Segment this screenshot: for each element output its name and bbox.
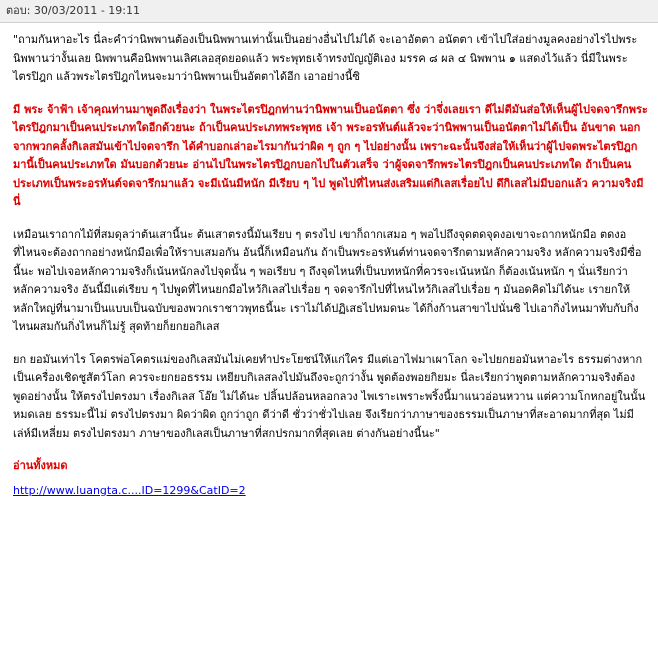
paragraph-conclusion: ยก ยอมันเท่าไร โคตรพ่อโคตรแม่ของกิเลสมันไม่เคยทำประโยชน์ให้แก่ใคร มีแต่เอาไฟมาเผาโลก จะไปยกยอมันหาอะไร ธรรมต่างหากเป็นเครื่องเชิดชูสัตว์โลก ควรจะยกยอธรรม เหยียบกิเลสลงไปมันถึงจะถูกว่างั้น พูดต้องพอยกิยมะ นี่ละเรียกว่าพูดตามหลักความจริงต้องพูดอย่างนั้น ให้ตรงไปตรงมา เรื่องกิเลส โอ๊ย ไม่ได้นะ ปลิ้นปล้อนหลอกลวง ไพเราะเพราะพริ้งนี้มาแนวอ่อนหวาน แต่ความโกหกอยู่ในนั้นหมดเลย ธรรมะนี้ไม่ ตรงไปตรงมา ผิดว่าผิด ถูกว่าถูก ดีว่าดี ชั่วว่าชั่วไปเลย จึงเรียกว่าภาษาของธรรมเป็นภาษาที่สะอาดมากที่สุด ไม่มีเล่ห์มีเหลี่ยม ตรงไปตรงมา ภาษาของกิเลสเป็นภาษาที่สกปรกมากที่สุดเลย ต่างกันอย่างนี้นะ" — [13, 352, 646, 440]
post-content — [0, 23, 658, 500]
paragraph-intro: "ถามกันหาอะไร นี่ละคำว่านิพพานต้องเป็นนิพพานเท่านั้นเป็นอย่างอื่นไปไม่ได้ จะเอาอัตตา อนัตตา เข้าไปใส่อย่างมูลคงอย่างไรไปพระนิพพานว่างั้นเลย นิพพานคือนิพพานเลิศเลอสุดยอดแล้ว พระพุทธเจ้าทรงบัญญัติเอง มรรค ๘ ผล ๔ นิพพาน ๑ แสดงไว้แล้ว นี่มีในพระไตรปิฎก แล้วพระไตรปิฎกไหนจะมาว่านิพพานเป็นอัตตาได้อีก เอาอย่างนี้ซิ — [13, 33, 638, 83]
paragraph-highlight: มี พระ จ้าฟ้า เจ้าคุณท่านมาพูดถึงเรื่องว่า ในพระไตรปิฎกท่านว่านิพพานเป็นอนัตตา ซึ่ง ว่าจึ่งเลยเรา ดีไม่ดีมันส่อให้เห็นผู้ไปจดจารึกพระไตรปิฎกมาเป็นคนประเภทใดอีกด้วยนะ ถ้าเป็นคนประเภทพระพุทธ เจ้า พระอรหันต์แล้วจะว่านิพพานเป็นอนัตตาไม่ได้เป็น อันขาด นอกจากพวกคลั้งกิเลสมันเข้าไปจดจารึก ได้คำบอกเล่าอะไรมากันว่าผิด ๆ ถูก ๆ ไปอย่างนั้น เพราะฉะนั้นจึงส่อให้เห็นว่าผู้ไปจดพระไตรปิฎกมานี้เป็นคนประเภทใด มันบอกด้วยนะ อ่านไปในพระไตรปิฎกบอกไปในตัวเสร็จ ว่าผู้จดจารึกพระไตรปิฎกเป็นคนประเภทใด ถ้าเป็นคนประเภทเป็นพระอรหันต์จดจารึกมาแล้ว จะมีเน้นมีหนัก มีเรียบ ๆ ไป พูดไปที่ไหนส่งเสริมแต่กิเลสเรื่อยไป ดึกิเลสไม่มีบอกแล้ว ความจริงมีนี่ — [13, 102, 648, 208]
post-timestamp: ตอบ: 30/03/2011 - 19:11 — [6, 4, 140, 17]
post-header — [0, 0, 658, 23]
read-more-label: อ่านทั้งหมด — [13, 459, 68, 472]
paragraph-body: เหมือนเราถากไม้ที่สมดุลว่าต้นเสานี้นะ ต้นเสาตรงนี้มันเรียบ ๆ ตรงไป เขาก็ถากเสมอ ๆ พอไปถึงจุดตดจุดงอเขาจะถากหนักมือ ตดงอที่ไหนจะต้องถากอย่างหนักมือเพื่อให้ราบเสมอกัน อันนี้ก็เหมือนกัน ถ้าเป็นพระอรหันต์ท่านจดจารึกตามหลักความจริง หลักความจริงมีซื่อนี้นะ พอไปเจอหลักความจริงก็เน้นหนักลงไปจุดนั้น ๆ พอเรียบ ๆ ถึงจุดไหนที่เป็นบทหนักที่ควรจะเน้นหนัก ก็ต้องเน้นหนัก ๆ นั่นเรียกว่าหลักความจริง อันนี้มีแต่เรียบ ๆ ไปพูดที่ไหนยกมือไหว้กิเลสไปเรื่อย ๆ จดจารึกไปที่ไหนไหว้กิเลสไปเรื่อย ๆ มันอดคิดไม่ได้นะ เรายกให้หลักใหญ่ที่นามาเป็นแบบเป็นฉบับของพวกเราชาวพุทธนี้นะ เราไม่ได้ปฏิเสธไปหมดนะ ได้กิ่งก้านสาขาไปนั่นซิ ไปเอากิ่งไหนมาทับกับกิ่งไหนผสมกันกิ่งไหนก็ไม่รู้ สุดท้ายก็ยกยอกิเลส — [13, 227, 642, 333]
source-link[interactable]: http://www.luangta.c....ID=1299&CatID=2 — [13, 483, 246, 497]
